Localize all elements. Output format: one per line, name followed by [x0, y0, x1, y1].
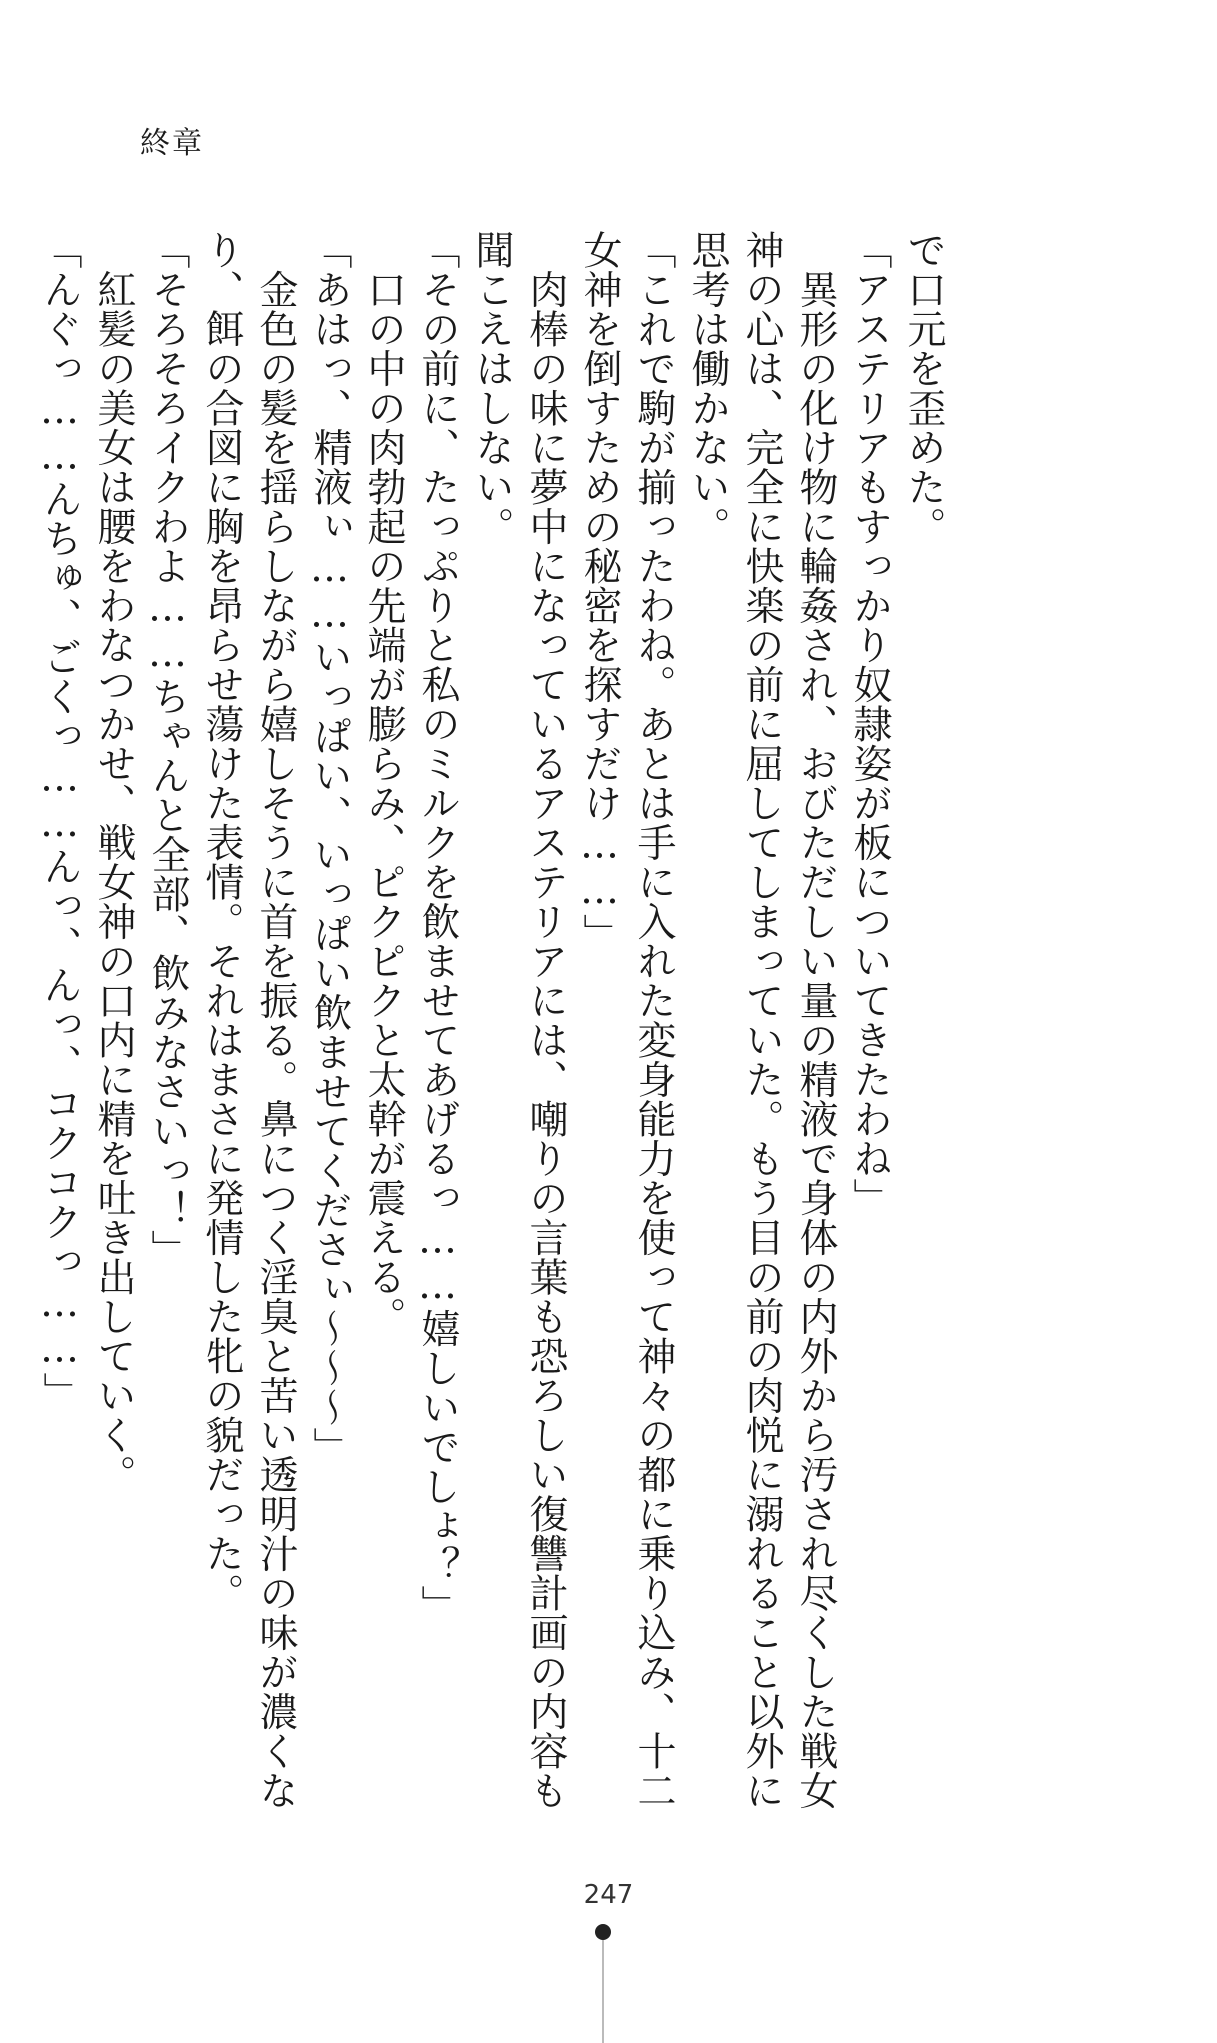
- text-line: 紅髪の美女は腰をわなつかせ、戦女神の口内に精を吐き出していく。: [91, 230, 136, 1494]
- page-number: 247: [583, 1880, 634, 1910]
- vertical-text-body: [37, 230, 950, 1810]
- text-line: 聞こえはしない。: [469, 230, 514, 546]
- text-line: 思考は働かない。: [685, 230, 730, 546]
- page-marker-line: [602, 1940, 604, 2043]
- text-line: 「アステリアもすっかり奴隷姿が板についてきたわね」: [847, 230, 892, 1218]
- page-marker-dot: [595, 1924, 611, 1940]
- text-line: 口の中の肉勃起の先端が膨らみ、ピクピクと太幹が震える。: [361, 230, 406, 1336]
- text-line: 神の心は、完全に快楽の前に屈してしまっていた。もう目の前の肉悦に溺れること以外に: [739, 230, 784, 1810]
- text-line: 「あはっ、精液ぃ……いっぱい、いっぱい飲ませてくださぃ～～～」: [307, 230, 352, 1467]
- text-line: 「その前に、たっぷりと私のミルクを飲ませてあげるっ……嬉しいでしょ？」: [415, 230, 460, 1625]
- text-line: 肉棒の味に夢中になっているアステリアには、嘲りの言葉も恐ろしい復讐計画の内容も: [523, 230, 568, 1810]
- text-line: 「そろそろイクわよ……ちゃんと全部、飲みなさいっ！」: [145, 230, 190, 1269]
- chapter-header: 終章: [140, 126, 204, 161]
- text-line: 金色の髪を揺らしながら嬉しそうに首を振る。鼻につく淫臭と苦い透明汁の味が濃くな: [253, 230, 298, 1810]
- text-line: 「これで駒が揃ったわね。あとは手に入れた変身能力を使って神々の都に乗り込み、十二: [631, 230, 676, 1810]
- text-line: 「んぐっ……んちゅ、ごくっ……んっ、んっ、コクコクっ……」: [37, 230, 82, 1412]
- text-line: り、餌の合図に胸を昂らせ蕩けた表情。それはまさに発情した牝の貌だった。: [199, 230, 244, 1613]
- text-line: で口元を歪めた。: [901, 230, 946, 546]
- text-line: 女神を倒すための秘密を探すだけ……」: [577, 230, 622, 953]
- text-line: 異形の化け物に輪姦され、おびただしい量の精液で身体の内外から汚され尽くした戦女: [793, 230, 838, 1810]
